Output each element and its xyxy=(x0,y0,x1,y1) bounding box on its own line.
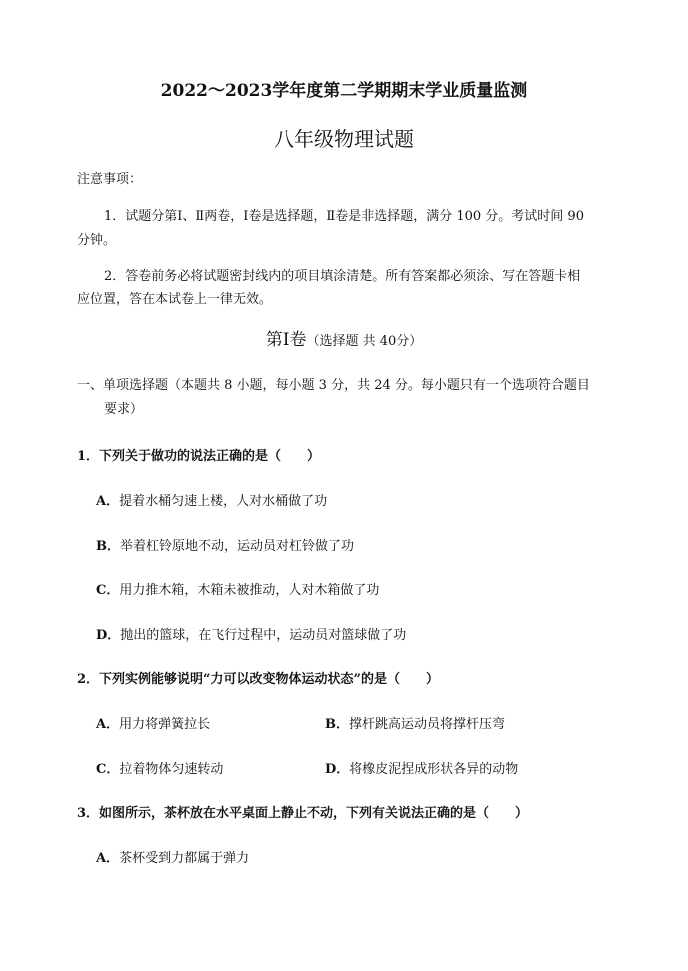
option-text: 抛出的篮球，在飞行过程中，运动员对篮球做了功 xyxy=(120,628,407,643)
notes-item1-line1: 1．试题分第Ⅰ、Ⅱ两卷，Ⅰ卷是选择题，Ⅱ卷是非选择题，满分 100 分。考试时间 90 xyxy=(104,209,584,224)
notes-heading: 注意事项： xyxy=(77,172,143,187)
part1-title: 第Ⅰ卷 xyxy=(265,330,307,350)
section1-line2: 要求） xyxy=(104,402,144,417)
question-1-option-a xyxy=(96,490,327,509)
option-text: 撑杆跳高运动员将撑杆压弯 xyxy=(349,717,506,732)
option-letter: B． xyxy=(96,539,120,554)
option-letter: D． xyxy=(325,762,350,777)
question-3-stem: 3．如图所示，茶杯放在水平桌面上静止不动，下列有关说法正确的是（ ） xyxy=(77,806,529,821)
notes-item2-line2: 应位置，答在本试卷上一律无效。 xyxy=(77,292,273,307)
option-letter: C． xyxy=(96,762,120,777)
option-text: 用力将弹簧拉长 xyxy=(119,717,211,732)
part1-heading xyxy=(0,325,688,350)
option-text: 拉着物体匀速转动 xyxy=(119,762,224,777)
option-letter: A． xyxy=(96,851,120,866)
question-2-stem: 2．下列实例能够说明“力可以改变物体运动状态”的是（ ） xyxy=(77,672,440,687)
option-letter: C． xyxy=(96,583,120,598)
option-text: 将橡皮泥捏成形状各异的动物 xyxy=(349,762,519,777)
section1-line1: 一、单项选择题（本题共 8 小题，每小题 3 分，共 24 分。每小题只有一个选项符合题目 xyxy=(77,378,590,393)
notes-item2-line1: 2．答卷前务必将试题密封线内的项目填涂清楚。所有答案都必须涂、写在答题卡相 xyxy=(104,269,581,284)
question-2-option-b xyxy=(325,713,505,732)
part1-subtitle: （选择题 共 40分） xyxy=(306,334,423,349)
option-letter: A． xyxy=(96,717,120,732)
option-letter: A． xyxy=(96,494,120,509)
option-letter: D． xyxy=(96,628,121,643)
notes-item1-line2: 分钟。 xyxy=(77,233,117,248)
option-text: 举着杠铃原地不动，运动员对杠铃做了功 xyxy=(120,539,355,554)
question-2-option-a xyxy=(96,713,210,732)
question-1-option-d xyxy=(96,624,406,643)
option-text: 用力推木箱，木箱未被推动，人对木箱做了功 xyxy=(119,583,380,598)
question-1-option-b xyxy=(96,535,354,554)
question-3-option-a xyxy=(96,847,249,866)
option-letter: B． xyxy=(325,717,349,732)
question-1-stem: 1．下列关于做功的说法正确的是（ ） xyxy=(77,449,321,464)
exam-title: 2022～2023学年度第二学期期末学业质量监测 xyxy=(160,81,528,101)
question-1-option-c xyxy=(96,579,379,598)
option-text: 提着水桶匀速上楼，人对水桶做了功 xyxy=(119,494,328,509)
option-text: 茶杯受到力都属于弹力 xyxy=(119,851,250,866)
question-2-option-c xyxy=(96,758,223,777)
exam-subtitle: 八年级物理试题 xyxy=(274,127,414,151)
question-2-option-d xyxy=(325,758,518,777)
